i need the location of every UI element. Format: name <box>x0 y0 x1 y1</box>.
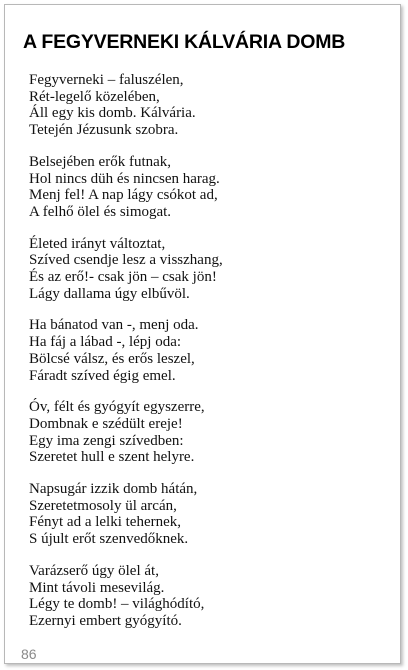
poem-line: Szeretet hull e szent helyre. <box>29 449 195 466</box>
poem-line: Belsejében erők futnak, <box>29 153 172 170</box>
stanza <box>29 317 389 384</box>
poem-line: Óv, félt és gyógyít egyszerre, <box>29 399 205 416</box>
poem-line: Lágy dallama úgy elbűvöl. <box>29 285 190 302</box>
poem-line: Rét-legelő közelében, <box>29 88 160 105</box>
poem-line: Mint távoli mesevilág. <box>29 579 165 596</box>
poem-line: Áll egy kis domb. Kálvária. <box>29 105 196 122</box>
poem-line: A felhő ölel és simogat. <box>29 203 172 220</box>
poem-line: Ezernyi embert gyógyító. <box>29 612 182 629</box>
poem-line: Menj fel! A nap lágy csókot ad, <box>29 187 218 204</box>
poem-line: Ha bánatod van -, menj oda. <box>29 317 199 334</box>
poem-line: Ha fáj a lábad -, lépj oda: <box>29 334 182 351</box>
stanza <box>29 481 389 548</box>
stanza <box>29 399 389 466</box>
poem-line: Dombnak e szédült ereje! <box>29 415 183 432</box>
poem-line: Életed irányt változtat, <box>29 235 166 252</box>
poem-line: Légy te domb! – világhódító, <box>29 596 205 613</box>
stanza <box>29 154 389 221</box>
document-page <box>4 4 401 664</box>
poem-line: Egy ima zengi szívedben: <box>29 432 184 449</box>
poem-line: Fényt ad a lelki tehernek, <box>29 514 182 531</box>
poem-line: Szíved csendje lesz a visszhang, <box>29 252 223 269</box>
poem-title: A FEGYVERNEKI KÁLVÁRIA DOMB <box>23 31 346 53</box>
poem-line: Bölcsé válsz, és erős leszel, <box>29 350 195 367</box>
poem-line: Napsugár izzik domb hátán, <box>29 481 198 498</box>
stanza <box>29 236 389 303</box>
stanza <box>29 563 389 630</box>
poem-line: Tetején Jézusunk szobra. <box>29 122 179 139</box>
poem-line: És az erő!- csak jön – csak jön! <box>29 269 217 286</box>
poem-line: Fegyverneki – faluszélen, <box>29 72 184 88</box>
poem-body <box>29 72 389 645</box>
page-number: 86 <box>21 646 37 662</box>
poem-line: Varázserő úgy ölel át, <box>29 562 159 579</box>
poem-line: S újult erőt szenvedőknek. <box>29 531 189 548</box>
poem-line: Fáradt szíved égig emel. <box>29 367 176 384</box>
stanza <box>29 72 389 139</box>
poem-line: Szeretetmosoly ül arcán, <box>29 497 177 514</box>
poem-line: Hol nincs düh és nincsen harag. <box>29 170 220 187</box>
